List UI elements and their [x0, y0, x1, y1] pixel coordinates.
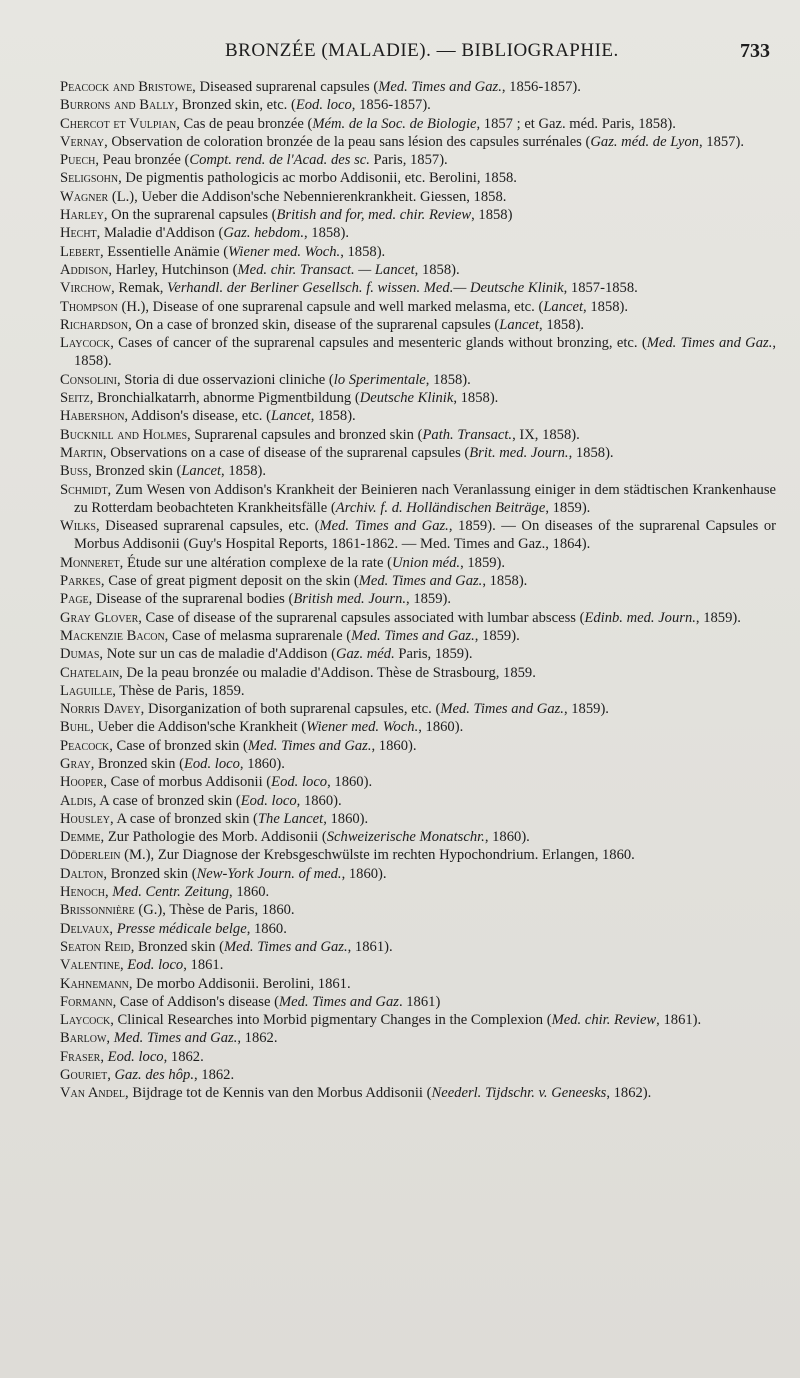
- bibliography-entry: [60, 883, 776, 901]
- bibliography-entry: [60, 645, 776, 663]
- entry-text: De la peau bronzée ou maladie d'Addison. Thèse de Strasbourg, 1859.: [122, 664, 536, 681]
- entry-text-end: , 1858).: [340, 243, 386, 260]
- entry-text-end: , 1860).: [323, 810, 369, 827]
- bibliography-entry: [60, 846, 776, 864]
- entry-title: Gaz. hebdom.: [223, 225, 304, 242]
- entry-text: De morbo Addisonii. Berolini, 1861.: [132, 975, 351, 992]
- entry-text: On the suprarenal capsules (: [107, 207, 277, 224]
- entry-title: Med. Times and Gaz.: [319, 518, 449, 535]
- entry-text-end: , 1861.: [183, 957, 224, 974]
- entry-title: Med. chir. Review: [551, 1012, 657, 1029]
- entry-text: Zur Pathologie des Morb. Addisonii (: [104, 829, 327, 846]
- entry-text-end: , 1862.: [237, 1030, 278, 1047]
- entry-author: Laycock,: [60, 335, 114, 352]
- entry-author: Dalton,: [60, 865, 107, 882]
- entry-text: Case of bronzed skin (: [112, 737, 248, 754]
- entry-author: Brissonnière (G.),: [60, 902, 166, 919]
- entry-text: Cas de peau bronzée (: [179, 115, 313, 132]
- entry-text-end: , 1860).: [296, 792, 342, 809]
- entry-author: Richardson,: [60, 316, 132, 333]
- entry-text-end: , 1860.: [246, 920, 287, 937]
- entry-title: Schweizerische Monatschr.: [326, 829, 485, 846]
- entry-text: Observations on a case of disease of the suprarenal capsules (: [106, 444, 470, 461]
- entry-author: Parkes,: [60, 573, 105, 590]
- entry-author: Henoch,: [60, 884, 109, 901]
- entry-title: Gaz. des hôp.: [114, 1067, 194, 1084]
- entry-text: Cases of cancer of the suprarenal capsules and mesenteric glands without bronzing, etc. (: [113, 335, 647, 352]
- entry-title: Med. Times and Gaz.: [646, 335, 773, 352]
- entry-text: Clinical Researches into Morbid pigmentary Changes in the Complexion (: [113, 1012, 552, 1029]
- entry-author: Döderlein (M.),: [60, 847, 155, 864]
- entry-author: Demme,: [60, 829, 105, 846]
- entry-title: Union méd.: [391, 554, 461, 571]
- entry-text: Remak,: [114, 280, 168, 297]
- entry-text: Peau bronzée (: [99, 152, 190, 169]
- entry-text: Disorganization of both suprarenal capsules, etc. (: [144, 701, 441, 718]
- entry-text-end: , 1860).: [239, 755, 285, 772]
- bibliography-entry: [60, 700, 776, 718]
- bibliography-entry: [60, 1084, 776, 1102]
- bibliography-entry: [60, 773, 776, 791]
- entry-text: Observation de coloration bronzée de la peau sans lésion des capsules surrénales (: [107, 133, 591, 150]
- entry-author: Hooper,: [60, 774, 107, 791]
- entry-text-end: Paris, 1857).: [369, 152, 448, 169]
- entry-title: British and for, med. chir. Review: [276, 207, 472, 224]
- entry-author: Schmidt,: [60, 481, 112, 498]
- bibliography-entry: [60, 810, 776, 828]
- entry-text-end: , 1862).: [606, 1085, 652, 1102]
- entry-author: Chatelain,: [60, 664, 123, 681]
- entry-title: The Lancet: [257, 810, 324, 827]
- entry-title: Med. Times and Gaz.: [113, 1030, 238, 1047]
- bibliography-entry: [60, 78, 776, 96]
- entry-title: lo Sperimentale: [333, 371, 426, 388]
- entry-author: Wagner (L.),: [60, 188, 138, 205]
- entry-author: Gray Glover,: [60, 609, 142, 626]
- entry-title: Lancet: [499, 316, 540, 333]
- entry-author: Housley,: [60, 810, 114, 827]
- bibliography-entry: [60, 316, 776, 334]
- entry-title: Presse médicale belge: [116, 920, 247, 937]
- entry-text: Étude sur une altération complexe de la rate (: [123, 554, 392, 571]
- entry-title: Wiener med. Woch.: [306, 719, 419, 736]
- entry-author: Hecht,: [60, 225, 101, 242]
- bibliography-entry: [60, 737, 776, 755]
- entry-text: Case of morbus Addisonii (: [106, 774, 272, 791]
- bibliography-entry: [60, 865, 776, 883]
- entry-author: Monneret,: [60, 554, 124, 571]
- bibliography-entry: [60, 755, 776, 773]
- entry-author: Gray,: [60, 755, 95, 772]
- entry-text-end: . 1861): [398, 993, 441, 1010]
- entry-text-end: , 1858).: [482, 573, 528, 590]
- entry-author: Aldis,: [60, 792, 97, 809]
- entry-text-end: , 1858).: [414, 261, 460, 278]
- entry-title: Med. Times and Gaz.: [351, 627, 475, 644]
- bibliography-entry: [60, 718, 776, 736]
- entry-text-end: , 1859).: [460, 554, 506, 571]
- page-number: 733: [740, 40, 770, 62]
- entry-text-end: , 1858).: [221, 463, 267, 480]
- entry-title: Gaz. méd.: [335, 646, 395, 663]
- entry-text-end: , 1861).: [656, 1012, 702, 1029]
- bibliography-entry: [60, 96, 776, 114]
- entry-author: Van Andel,: [60, 1085, 129, 1102]
- entry-text: Bronzed skin, etc. (: [178, 97, 296, 114]
- entry-author: Harley,: [60, 207, 108, 224]
- bibliography-entry: [60, 938, 776, 956]
- page-header: [0, 40, 800, 70]
- bibliography-entry: [60, 1029, 776, 1047]
- entry-title: Mém. de la Soc. de Biologie: [312, 115, 477, 132]
- entry-author: Peacock and Bristowe,: [60, 79, 196, 95]
- bibliography-entry: [60, 901, 776, 919]
- entry-text: A case of bronzed skin (: [113, 810, 258, 827]
- entry-text: Ueber die Addison'sche Krankheit (: [93, 719, 307, 736]
- entry-author: Bucknill and Holmes,: [60, 426, 191, 443]
- bibliography-entry: [60, 462, 776, 480]
- entry-author: Seligsohn,: [60, 170, 122, 187]
- entry-author: Habershon,: [60, 408, 129, 425]
- bibliography-entry: [60, 1048, 776, 1066]
- entry-author: Page,: [60, 591, 93, 608]
- entry-text: Harley, Hutchinson (: [111, 261, 238, 278]
- entry-title: Deutsche Klinik: [359, 390, 454, 407]
- entry-title: Lancet: [181, 463, 222, 480]
- entry-text-end: , 1860).: [341, 865, 387, 882]
- bibliography-entry: [60, 828, 776, 846]
- entry-title: New-York Journ. of med.: [196, 865, 342, 882]
- entry-text: Zum Wesen von Addison's Krankheit der Beinieren nach Veranlassung einiger in dem städtischen Krankenhause zu Rotterdam beobachteten Krankheitsfälle (: [74, 481, 776, 516]
- bibliography-entry: [60, 590, 776, 608]
- entry-text-end: , 1857 ; et Gaz. méd. Paris, 1858).: [476, 115, 676, 132]
- entry-text-end: , 1860).: [327, 774, 373, 791]
- entry-author: Addison,: [60, 261, 112, 278]
- bibliography-entry: [60, 188, 776, 206]
- entry-text-end: , 1858).: [303, 225, 349, 242]
- entry-text: A case of bronzed skin (: [96, 792, 241, 809]
- entry-title: Edinb. med. Journ.: [584, 609, 696, 626]
- bibliography-entry: [60, 1066, 776, 1084]
- entry-text: Disease of one suprarenal capsule and well marked melasma, etc. (: [149, 298, 544, 315]
- entry-text-end: , 1861).: [347, 938, 393, 955]
- entry-title: Med. chir. Transact. — Lancet: [237, 261, 415, 278]
- entry-title: Med. Times and Gaz.: [247, 737, 372, 754]
- entry-author: Kahnemann,: [60, 975, 133, 992]
- entry-text-end: , 1859).: [695, 609, 741, 626]
- bibliography-entry: [60, 609, 776, 627]
- entry-title: British med. Journ.: [293, 591, 407, 608]
- entry-title: Neederl. Tijdschr. v. Geneesks: [431, 1085, 607, 1102]
- entry-author: Seaton Reid,: [60, 938, 135, 955]
- bibliography-entry: [60, 572, 776, 590]
- entry-text: Diseased suprarenal capsules, etc. (: [99, 518, 320, 535]
- entry-author: Formann,: [60, 993, 117, 1010]
- bibliography-entry: [60, 956, 776, 974]
- entry-text: Case of melasma suprarenale (: [168, 627, 352, 644]
- entry-text-end: , 1856-1857).: [351, 97, 431, 114]
- bibliography-entry: [60, 481, 776, 518]
- entry-author: Consolini,: [60, 371, 121, 388]
- entry-title: Eod. loco: [240, 792, 297, 809]
- entry-text-end: , 1860).: [418, 719, 464, 736]
- entry-text: Thèse de Paris, 1859.: [115, 682, 245, 699]
- bibliography-entry: [60, 115, 776, 133]
- entry-text: Case of great pigment deposit on the skin (: [104, 573, 359, 590]
- entry-text-end: , 1860).: [371, 737, 417, 754]
- entry-title: Eod. loco: [127, 957, 184, 974]
- entry-author: Delvaux,: [60, 920, 114, 937]
- entry-author: Laycock,: [60, 1012, 114, 1029]
- entry-text: Note sur un cas de maladie d'Addison (: [103, 646, 336, 663]
- entry-text-end: , 1858).: [539, 316, 585, 333]
- entry-text-end: , 1859).: [474, 627, 520, 644]
- entry-text: Case of Addison's disease (: [116, 993, 279, 1010]
- entry-text-end: , 1858).: [425, 371, 471, 388]
- entry-author: Seitz,: [60, 390, 94, 407]
- entry-text: Bronzed skin (: [94, 755, 184, 772]
- bibliography-entry: [60, 792, 776, 810]
- running-title: BRONZÉE (MALADIE). — BIBLIOGRAPHIE.: [225, 40, 619, 61]
- entry-author: Mackenzie Bacon,: [60, 627, 169, 644]
- entry-title: Med. Times and Gaz.: [378, 79, 502, 95]
- entry-text-end: , 1856-1857).: [501, 79, 581, 95]
- bibliography-entry: [60, 298, 776, 316]
- entry-author: Dumas,: [60, 646, 104, 663]
- entry-text-end: , 1859).: [406, 591, 452, 608]
- bibliography-entry: [60, 993, 776, 1011]
- bibliography-entry: [60, 627, 776, 645]
- entry-title: Eod. loco: [183, 755, 240, 772]
- entry-text: Bronzed skin (: [134, 938, 224, 955]
- entry-author: Wilks,: [60, 518, 100, 535]
- entry-title: Compt. rend. de l'Acad. des sc.: [189, 152, 370, 169]
- bibliography-entry: [60, 334, 776, 371]
- entry-text-end: , 1858).: [568, 444, 614, 461]
- entry-author: Chercot et Vulpian,: [60, 115, 180, 132]
- entry-text: Disease of the suprarenal bodies (: [92, 591, 294, 608]
- entry-text: Essentielle Anämie (: [103, 243, 229, 260]
- entry-title: Eod. loco: [295, 97, 352, 114]
- entry-author: Martin,: [60, 444, 107, 461]
- entry-text: Case of disease of the suprarenal capsules associated with lumbar abscess (: [141, 609, 585, 626]
- bibliography-entry: [60, 371, 776, 389]
- entry-title: Med. Times and Gaz: [278, 993, 399, 1010]
- entry-author: Virchow,: [60, 280, 115, 297]
- entry-text: Bronzed skin (: [106, 865, 197, 882]
- bibliography-entry: [60, 920, 776, 938]
- bibliography-entry: [60, 426, 776, 444]
- entry-text-end: , 1860.: [229, 884, 270, 901]
- entry-title: Eod. loco: [271, 774, 328, 791]
- bibliography-entry: [60, 389, 776, 407]
- entry-title: Path. Transact.: [422, 426, 513, 443]
- bibliography-entry: [60, 1011, 776, 1029]
- entry-text: De pigmentis pathologicis ac morbo Addisonii, etc. Berolini, 1858.: [121, 170, 517, 187]
- entry-author: Vernay,: [60, 133, 108, 150]
- bibliography-entry: [60, 407, 776, 425]
- entry-author: Thompson (H.),: [60, 298, 150, 315]
- entry-text: Bronchialkatarrh, abnorme Pigmentbildung (: [93, 390, 360, 407]
- entry-text-end: , 1858).: [583, 298, 629, 315]
- bibliography-entry: [60, 975, 776, 993]
- entry-text-end: , 1862.: [163, 1048, 204, 1065]
- entry-text-end: , 1859).: [545, 499, 591, 516]
- entry-title: Med. Centr. Zeitung: [112, 884, 230, 901]
- entry-text: Zur Diagnose der Krebsgeschwülste im rechten Hypochondrium. Erlangen, 1860.: [154, 847, 635, 864]
- entry-title: Med. Times and Gaz.: [440, 701, 564, 718]
- entry-title: Lancet: [270, 408, 311, 425]
- entry-text-end: , 1858).: [310, 408, 356, 425]
- entry-text: Storia di due osservazioni cliniche (: [120, 371, 334, 388]
- entry-text: Suprarenal capsules and bronzed skin (: [190, 426, 423, 443]
- bibliography-list: [60, 78, 776, 1103]
- entry-title: Verhandl. der Berliner Gesellsch. f. wissen. Med.— Deutsche Klinik: [167, 280, 564, 297]
- entry-author: Norris Davey,: [60, 701, 145, 718]
- entry-text-end: , 1859). — On diseases of the suprarenal Capsules or Morbus Addisonii (Guy's Hospital Reports, 1861-1862. — Med. Times and Gaz., 1864).: [74, 518, 777, 553]
- entry-text-end: , IX, 1858).: [512, 426, 580, 443]
- bibliography-entry: [60, 444, 776, 462]
- bibliography-entry: [60, 682, 776, 700]
- entry-title: Eod. loco: [107, 1048, 164, 1065]
- entry-text-end: , 1858): [471, 207, 513, 224]
- entry-text-end: Paris, 1859).: [394, 646, 473, 663]
- bibliography-entry: [60, 554, 776, 572]
- bibliography-entry: [60, 517, 776, 554]
- entry-text-end: , 1858).: [74, 335, 777, 370]
- entry-author: Valentine,: [60, 957, 124, 974]
- bibliography-entry: [60, 664, 776, 682]
- entry-author: Puech,: [60, 152, 99, 169]
- entry-text-end: , 1858).: [453, 390, 499, 407]
- entry-text-end: , 1860).: [484, 829, 530, 846]
- entry-title: Lancet: [543, 298, 584, 315]
- bibliography-entry: [60, 279, 776, 297]
- entry-text-end: , 1857).: [698, 133, 744, 150]
- entry-text-end: , 1857-1858.: [563, 280, 638, 297]
- entry-author: Gouriet,: [60, 1067, 111, 1084]
- bibliography-entry: [60, 261, 776, 279]
- entry-title: Brit. med. Journ.: [469, 444, 569, 461]
- entry-text: Ueber die Addison'sche Nebennierenkrankheit. Giessen, 1858.: [137, 188, 507, 205]
- entry-text: Bijdrage tot de Kennis van den Morbus Addisonii (: [128, 1085, 432, 1102]
- entry-author: Barlow,: [60, 1030, 111, 1047]
- bibliography-entry: [60, 151, 776, 169]
- bibliography-entry: [60, 206, 776, 224]
- bibliography-entry: [60, 133, 776, 151]
- entry-author: Burrons and Bally,: [60, 97, 179, 114]
- entry-title: Med. Times and Gaz.: [223, 938, 348, 955]
- entry-author: Buss,: [60, 463, 92, 480]
- bibliography-entry: [60, 243, 776, 261]
- bibliography-entry: [60, 224, 776, 242]
- entry-title: Wiener med. Woch.: [228, 243, 341, 260]
- entry-title: Gaz. méd. de Lyon: [590, 133, 699, 150]
- entry-author: Buhl,: [60, 719, 94, 736]
- entry-text-end: , 1862.: [193, 1067, 235, 1084]
- entry-title: Archiv. f. d. Holländischen Beiträge: [335, 499, 546, 516]
- entry-text: Addison's disease, etc. (: [128, 408, 271, 425]
- entry-text: Bronzed skin (: [91, 463, 182, 480]
- entry-text: On a case of bronzed skin, disease of the suprarenal capsules (: [131, 316, 500, 333]
- entry-text: Diseased suprarenal capsules (: [195, 79, 379, 95]
- entry-author: Fraser,: [60, 1048, 104, 1065]
- entry-author: Laguille,: [60, 682, 116, 699]
- entry-text: Maladie d'Addison (: [100, 225, 224, 242]
- entry-author: Lebert,: [60, 243, 104, 260]
- bibliography-entry: [60, 169, 776, 187]
- entry-title: Med. Times and Gaz.: [358, 573, 483, 590]
- entry-author: Peacock,: [60, 737, 113, 754]
- entry-text: Thèse de Paris, 1860.: [165, 902, 295, 919]
- entry-text-end: , 1859).: [563, 701, 609, 718]
